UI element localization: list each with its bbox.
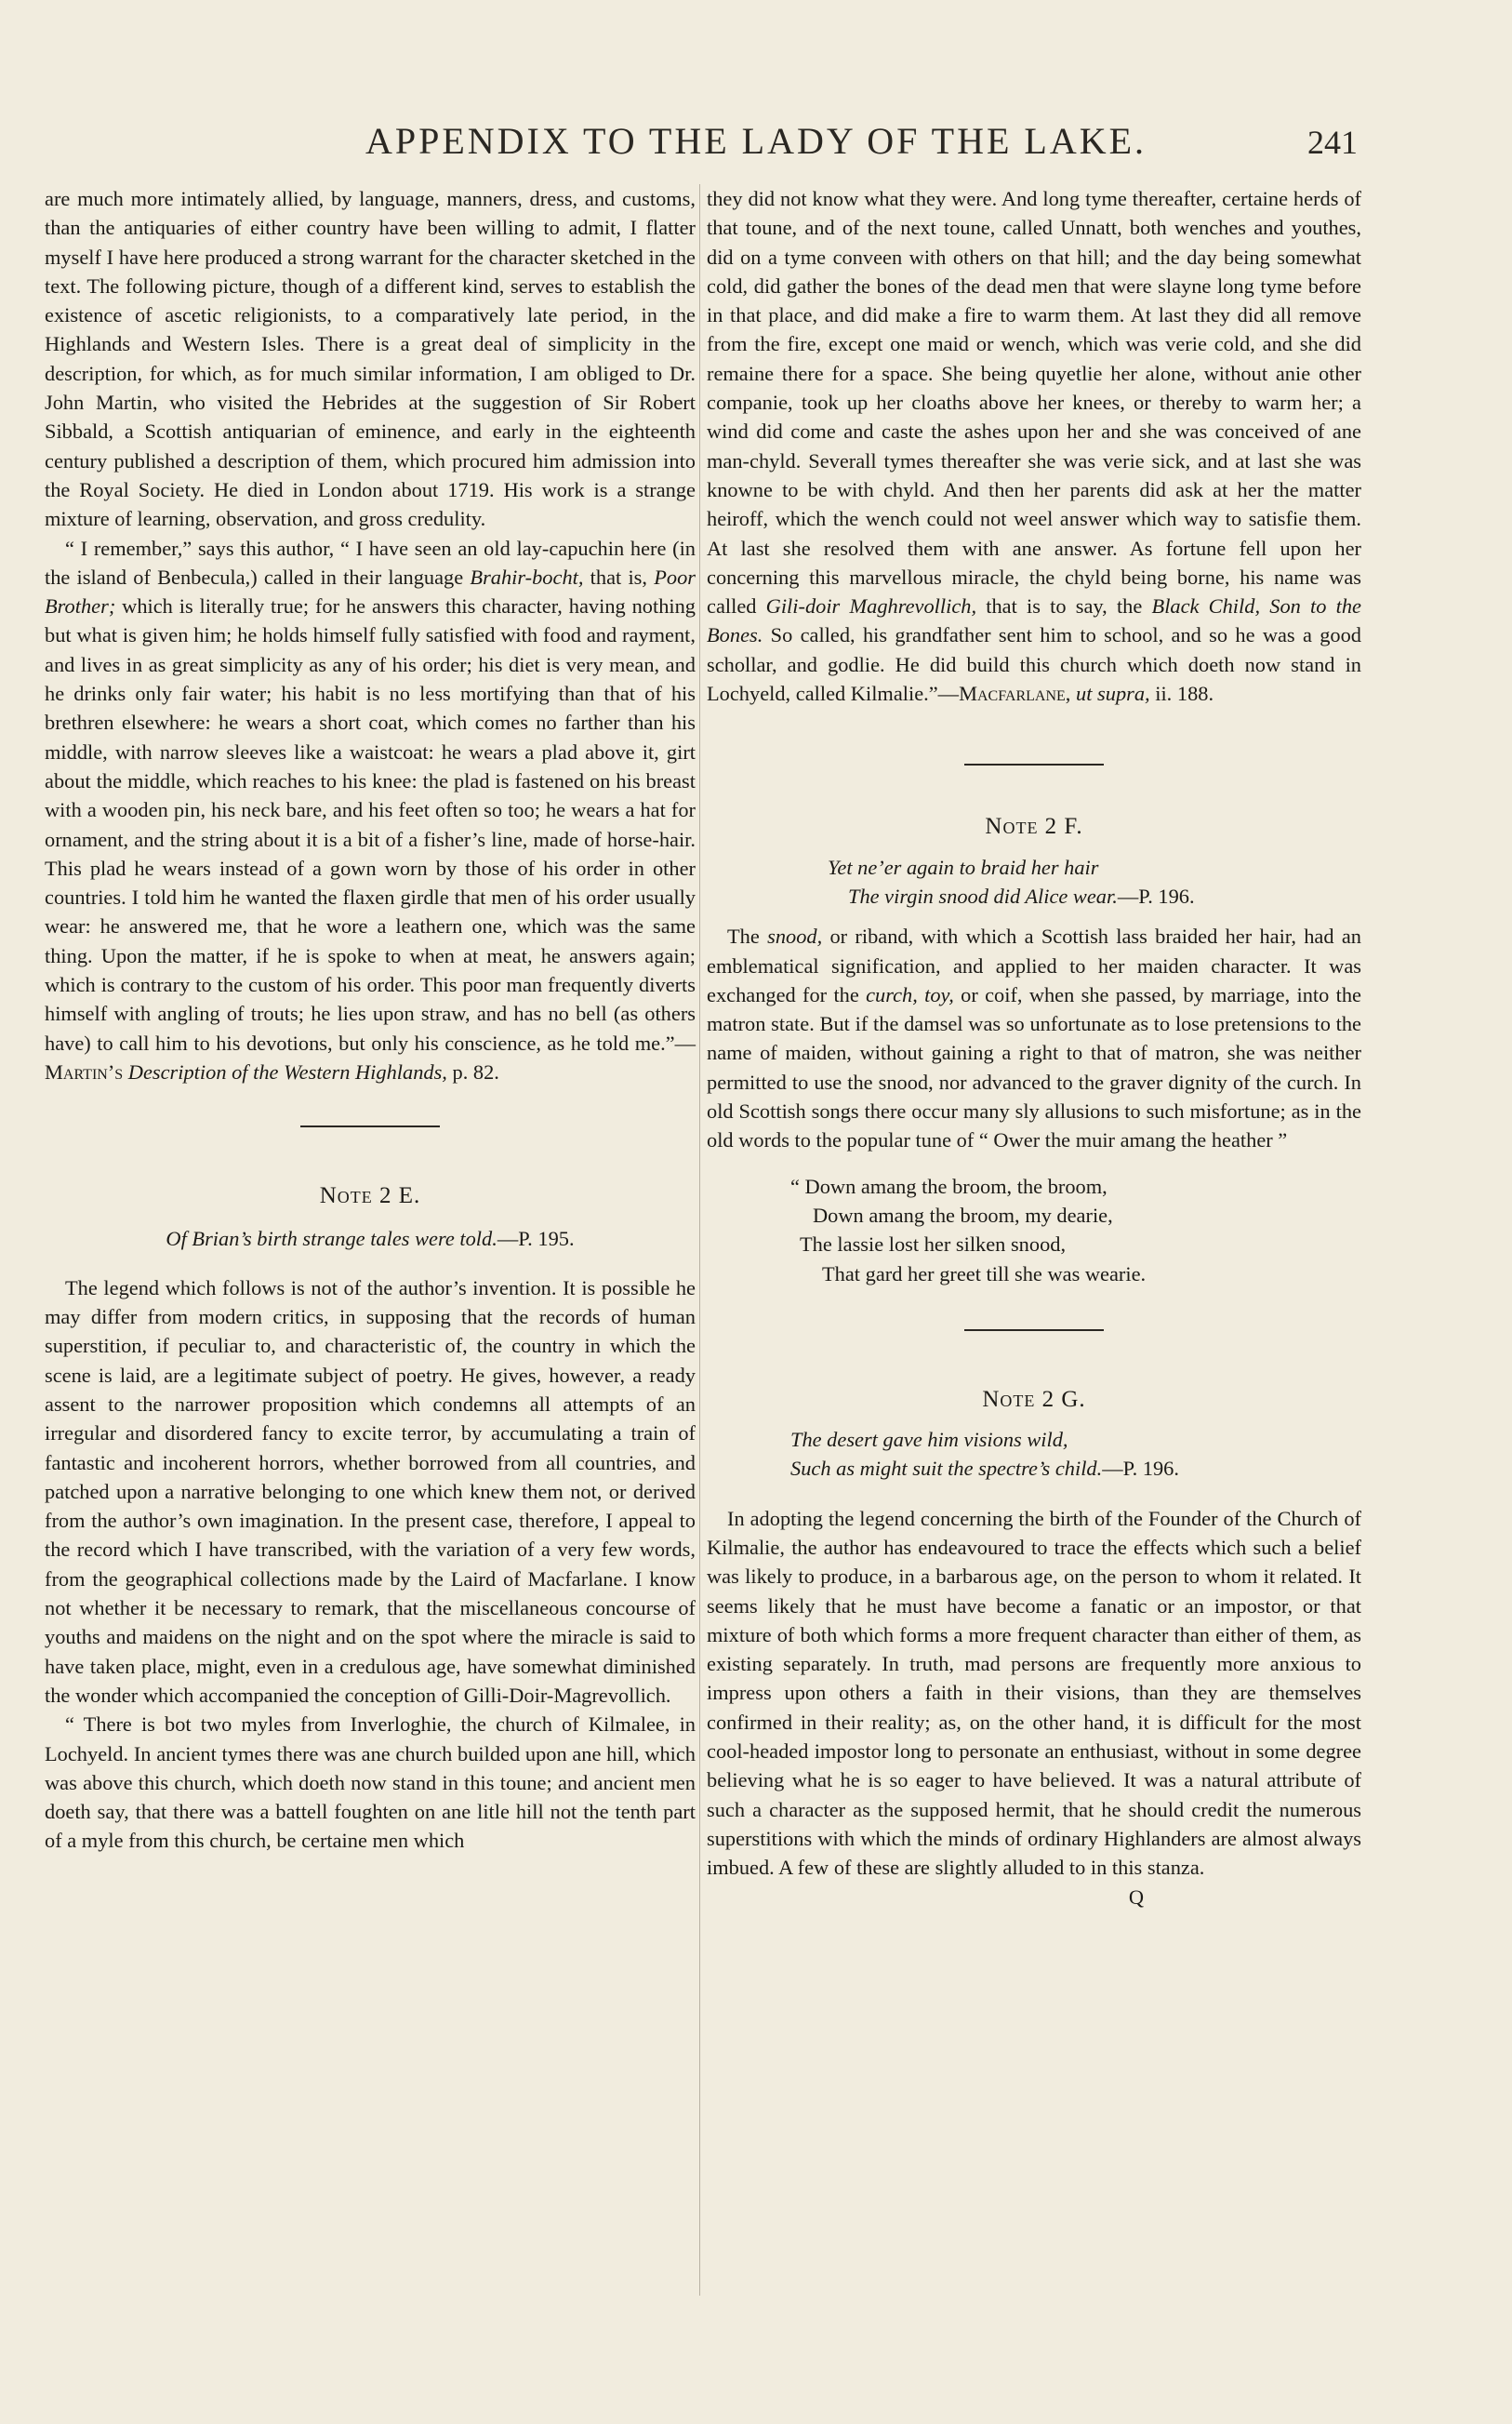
note-2g-paragraph: In adopting the legend concerning the birth of the Founder of the Church of Kilmalie, the author has endeavoured to trace the effects which such a belief was likely to produce, in a barbarous age, on the person to whom it related. It seems likely that he must have become a fanatic or an impostor, or that mixture of both which forms a more frequent character than either of them, as existing separately. In truth, mad persons are frequently more anxious to impress upon others a faith in their visions, than they are themselves confirmed in their reality; as, on the other hand, it is difficult for the most cool-headed impostor long to personate an enthusiast, without in some degree believing what he is so eager to have believed. It was a natural attribute of such a character as the supposed hermit, that he should credit the numerous superstitions with which the minds of ordinary Highlanders are almost always imbued. A few of these are slightly alluded to in this stanza. <box>707 1506 1361 1880</box>
verse-line: The lassie lost her silken snood, <box>800 1232 1067 1257</box>
note-2f-epigraph-line-2: The virgin snood did Alice wear. <box>848 884 1118 908</box>
quote-work-title: Description of the Western Highlands, <box>127 1059 447 1084</box>
signature-mark: Q <box>1128 1885 1145 1909</box>
note-2f-epigraph-line-2-wrap <box>828 882 1361 911</box>
note-2f-paragraph <box>707 922 1361 1154</box>
legend-text-b: that is to say, the <box>976 594 1152 619</box>
note-2f-text-c: or coif, when she passed, by marriage, into the matron state. But if the damsel was so unfortunate as to lose pretensions to the name of maiden, without gaining a right to that of matron, she was neither permitted to use the snood, nor advanced to the graver dignity of the curch. In old Scottish songs there occur many sly allusions to such misfortune; as in the old words to the popular tune of “ Ower the muir amang the heather ” <box>707 982 1361 1152</box>
note-2f-text-b: or riband, with which a Scottish lass braided her hair, had an emblematical signification, and applied to her maiden character. It was exchanged for the <box>707 925 1361 1006</box>
running-head <box>0 119 1512 175</box>
quote-author: Martin’s <box>45 1059 124 1084</box>
note-2f-epigraph-ref: —P. 196. <box>1117 884 1195 908</box>
note-2e-epigraph-line: Of Brian’s birth strange tales were told. <box>166 1226 497 1250</box>
note-2f-snood: snood, <box>767 925 823 949</box>
legend-name: Gili-doir Maghrevollich, <box>765 594 977 619</box>
running-title: APPENDIX TO THE LADY OF THE LAKE. <box>365 120 1147 162</box>
left-column <box>45 184 696 1856</box>
legend-continuation <box>707 184 1361 708</box>
quote-page: p. 82. <box>446 1059 499 1084</box>
note-2g-epigraph-ref: —P. 196. <box>1102 1457 1179 1481</box>
martin-quote-paragraph <box>45 534 696 1087</box>
verse-line: Down amang the broom, my dearie, <box>813 1203 1113 1227</box>
quote-term: Brahir-bocht, <box>470 565 584 589</box>
legend-source-ref: ut supra, <box>1076 682 1150 706</box>
note-2g-epigraph-line-1: The desert gave him visions wild, <box>790 1428 1068 1452</box>
verse-line: That gard her greet till she was wearie. <box>822 1261 1147 1285</box>
quote-text-a: “ I remember,” says this author, “ I have seen an old lay-capuchin here (in the island of Benbecula,) called in their language <box>45 536 696 589</box>
note-2g-epigraph-line-2-wrap <box>790 1454 1361 1483</box>
page-number: 241 <box>1307 124 1358 161</box>
note-2f-heading: Note 2 F. <box>985 814 1083 840</box>
legend-meaning: Black Child, Son to the Bones. <box>707 594 1361 647</box>
left-paragraph-intro <box>45 184 696 534</box>
note-2f-text-a: The <box>727 925 768 949</box>
right-column <box>707 184 1361 1911</box>
quote-text-c: which is literally true; for he answers this character, having nothing but what is given him; he holds himself fully satisfied with food and rayment, and lives in as great simplicity as any of his order; his diet is very mean, and he drinks only fair water; his habit is no less mortifying than that of his brethren elsewhere: he wears a short coat, which comes no farther than his middle, with narrow sleeves like a waistcoat: he wears a plad above it, girt about the middle, which reaches to his knee: the plad is fastened on his breast with a wooden pin, his neck bare, and his feet often so too; he wears a hat for ornament, and the string about it is a bit of a fisher’s line, made of horse-hair. This plad he wears instead of a gown worn by those of his order in other countries. I told him he wanted the flaxen girdle that men of his order usually wear: he answered me, that he wore a leathern one, which was the same thing. Upon the matter, if he is spoke to when at meat, he answers again; which is contrary to the custom of his order. This poor man frequently diverts himself with angling of trouts; he lies upon straw, and has no bell (as others have) to call him to his devotions, but only his conscience, as he told me.”— <box>45 594 696 1055</box>
note-2e-epigraph <box>45 1224 696 1253</box>
column-divider <box>699 184 700 2296</box>
note-2g-epigraph-line-2: Such as might suit the spectre’s child. <box>790 1457 1103 1481</box>
note-2e-heading: Note 2 E. <box>319 1183 421 1209</box>
quote-gloss: Poor Brother; <box>45 565 696 619</box>
legend-text-c: So called, his grandfather sent him to school, and so he was a good schollar, and godlie. He did build this church which doeth now stand in Lochyeld, called Kilmalie.”— <box>707 623 1361 706</box>
note-2f-epigraph-line-1: Yet ne’er again to braid her hair <box>828 855 1099 879</box>
legend-source-author: Macfarlane, <box>959 682 1071 706</box>
intro-text: are much more intimately allied, by language, manners, dress, and customs, than the antiquaries of either country have been willing to admit, I flatter myself I have here produced a strong warrant for the character sketched in the text. The following picture, though of a different kind, serves to establish the existence of ascetic religionists, to a comparatively late period, in the Highlands and Western Isles. There is a great deal of simplicity in the description, for which, as for much similar information, I am obliged to Dr. John Martin, who visited the Hebrides at the suggestion of Sir Robert Sibbald, a Scottish antiquarian of eminence, and early in the eighteenth century published a description of them, which procured him admission into the Royal Society. He died in London about 1719. His work is a strange mixture of learning, observation, and gross credulity. <box>45 187 696 531</box>
legend-source-page: ii. 188. <box>1149 682 1214 706</box>
note-2e-epigraph-ref: —P. 195. <box>497 1226 575 1250</box>
note-2g-epigraph <box>707 1425 1361 1484</box>
note-2g-heading: Note 2 G. <box>982 1386 1086 1412</box>
note-2e-paragraph-1: The legend which follows is not of the author’s invention. It is possible he may differ from modern critics, in supposing that the records of human superstition, if peculiar to, and characteristic of, the country in which the scene is laid, are a legitimate subject of poetry. He gives, however, a ready assent to the narrower proposition which condemns all attempts of an irregular and disordered fancy to excite terror, by accumulating a train of fantastic and incoherent horrors, whether borrowed from all countries, and patched upon a narrative belonging to one which knew them not, or derived from the author’s own imagination. In the present case, therefore, I appeal to the record which I have transcribed, with the variation of a very few words, from the geographical collections made by the Laird of Macfarlane. I know not whether it be necessary to remark, that the miscellaneous concourse of youths and maidens on the night and on the spot where the miracle is said to have taken place, might, even in a credulous age, have somewhat diminished the wonder which accompanied the conception of Gilli-Doir-Magrevollich. <box>45 1275 696 1707</box>
verse-line: “ Down amang the broom, the broom, <box>790 1174 1107 1198</box>
legend-text-a: they did not know what they were. And long tyme thereafter, certaine herds of that toune, and of the next toune, called Unnatt, both wenches and youthes, did on a tyme conveen with others on that hill; and the day being somewhat cold, did gather the bones of the dead men that were slayne long tyme before in that place, and did make a fire to warm them. At last they did all remove from the fire, except one maid or wench, which was verie cold, and she did remaine there for a space. She being quyetlie her alone, without anie other companie, took up her cloaths above her knees, or thereby to warm her; a wind did come and caste the ashes upon her and she was conceived of ane man-chyld. Severall tymes thereafter she was verie sick, and at last she was knowne to be with chyld. And then her parents did ask at her the matter heiroff, which the wench could not weel answer which way to satisfie them. At last she resolved them with ane answer. As fortune fell upon her concerning this marvellous miracle, the chyld being borne, his name was called <box>707 187 1361 619</box>
note-2f-epigraph <box>707 853 1361 912</box>
quote-text-b: that is, <box>583 565 655 589</box>
note-2e-paragraph-2: “ There is bot two myles from Inverloghie, the church of Kilmalee, in Lochyeld. In ancient tymes there was ane church builded upon ane hill, which was above this church, which doeth now stand in this toune; and ancient men doeth say, that there was a battell foughten on ane litle hill not the tenth part of a myle from this church, be certaine men which <box>45 1712 696 1853</box>
note-2f-curch: curch, toy, <box>866 982 954 1006</box>
note-2f-verse <box>707 1172 1361 1288</box>
